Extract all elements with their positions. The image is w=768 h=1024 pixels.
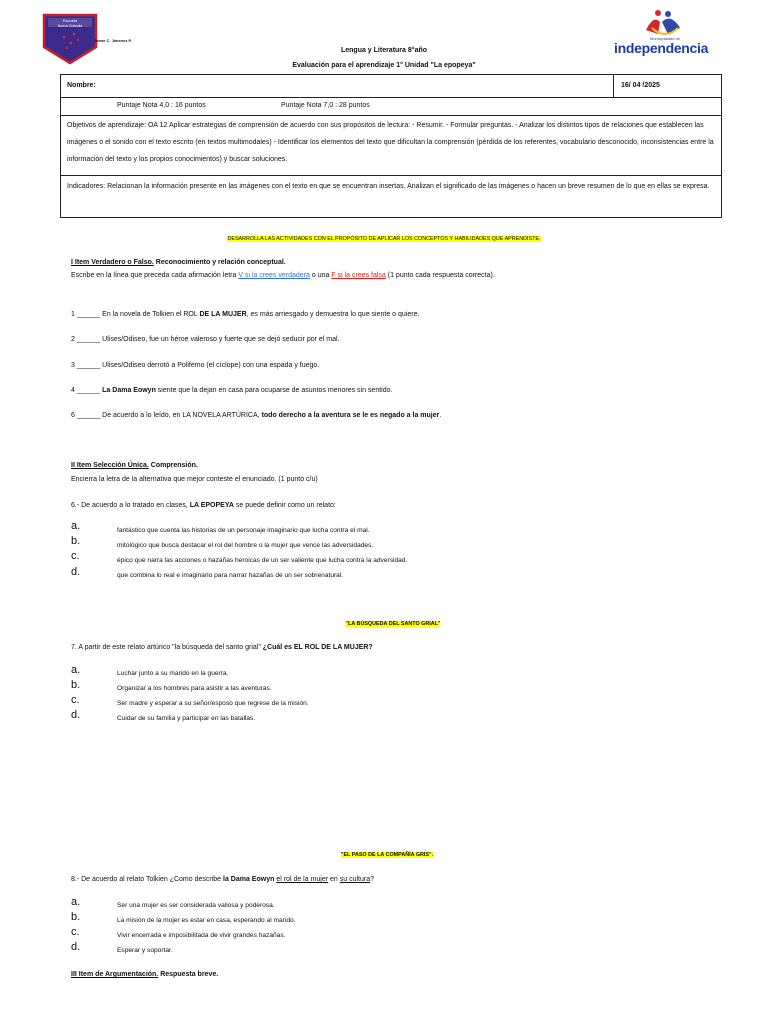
score-row <box>60 97 722 116</box>
q7-option-d-letter[interactable]: d. <box>71 709 81 721</box>
q7-option-a-letter[interactable]: a. <box>71 664 81 676</box>
indicators-text: Indicadores: Relacionan la información presente en las imágenes con el texto en que se encuentran insertas. Analizan el significado de las imágenes o hacen un breve resumen de lo que en ellas se expresa. <box>67 183 710 190</box>
tf-item-3[interactable]: 3 ______ Ulises/Odiseo derrotó a Polifemo (el cíclope) con una espada y fuego. <box>71 362 320 369</box>
q8-option-b-letter[interactable]: b. <box>71 911 81 923</box>
tf-item-1[interactable]: 1 ______ En la novela de Tolkien el ROL DE LA MUJER, es más arriesgado y demuestra lo que siente o quiere. <box>71 311 420 318</box>
grail-title: "LA BÚSQUEDA DEL SANTO GRIAL" <box>345 621 441 627</box>
section1-title: I Item Verdadero o Falso. Reconocimiento y relación conceptual. <box>71 259 286 266</box>
company-title: "EL PASO DE LA COMPAÑÍA GRIS". <box>340 852 434 858</box>
tf-item-4[interactable]: 4 ______ La Dama Eowyn siente que la dejan en casa para ocuparse de asuntos menores sin sentido. <box>71 387 393 394</box>
q7-option-a: Luchar junto a su marido en la guerra. <box>117 670 229 677</box>
q6-option-d: que combina lo real e imaginario para narrar hazañas de un ser sobrenatural. <box>117 572 344 579</box>
q8-option-c-letter[interactable]: c. <box>71 926 80 938</box>
q6-option-a: fantástico que cuenta las historias de un personaje imaginario que lucha contra el mal. <box>117 527 370 534</box>
section2-title: II Item Selección Única. Comprensión. <box>71 462 198 469</box>
q6-option-c-letter[interactable]: c. <box>71 550 80 562</box>
evaluation-title: Evaluación para el aprendizaje 1° Unidad "La epopeya" <box>292 62 476 69</box>
objectives-text: Objetivos de aprendizaje: OA 12 Aplicar estrategias de comprensión de acuerdo con sus propósitos de lectura: - Resumir. - Formular preguntas. - Analizar los distintos tipos de relaciones que establecen las imágenes o el sonido con el texto escrito (en textos multimodales) - Identificar los elementos del texto que dificultan la comprensión (pérdida de los referentes, vocabulario desconocido, inconsistencias entre la información del texto y los propios conocimientos) y buscar soluciones. <box>67 122 714 163</box>
objectives-row <box>60 115 722 176</box>
school-shield-logo <box>42 13 98 65</box>
question-7: 7. A partir de este relato artúrico "la búsqueda del santo grial" ¿Cuál es EL ROL DE LA MUJER? <box>71 644 373 651</box>
subject-title: Lengua y Literatura 8°año <box>340 47 428 54</box>
name-row <box>60 74 722 98</box>
q7-option-b-letter[interactable]: b. <box>71 679 81 691</box>
indicators-row <box>60 175 722 218</box>
q6-option-a-letter[interactable]: a. <box>71 520 81 532</box>
tf-item-2[interactable]: 2 ______ Ulises/Odiseo, fue un héroe valeroso y fuerte que se dejó seducir por el mal. <box>71 336 340 343</box>
section2-instructions: Encierra la letra de la alternativa que mejor conteste el enunciado. (1 punto c/u) <box>71 476 318 483</box>
section1-instructions: Escribe en la línea que preceda cada afirmación letra V si la crees verdadera o una F si la crees falsa (1 punto cada respuesta correcta). <box>71 272 495 279</box>
people-icon <box>612 8 714 38</box>
q7-option-c-letter[interactable]: c. <box>71 694 80 706</box>
q8-option-a: Ser una mujer es ser considerada valiosa y poderosa. <box>117 902 275 909</box>
q7-option-c: Ser madre y esperar a su señor/esposo que regrese de la misión. <box>117 700 309 707</box>
q7-option-d: Cuidar de su familia y participar en las batallas. <box>117 715 256 722</box>
q8-option-c: Vivir encerrada e imposibilitada de vivir grandes hazañas. <box>117 932 286 939</box>
name-label: Nombre: <box>67 82 96 89</box>
q6-option-c: épico que narra las acciones o hazañas heroicas de un ser valiente que lucha contra la adversidad. <box>117 557 408 564</box>
q8-option-b: La misión de la mujer es estar en casa, esperando al marido. <box>117 917 296 924</box>
logo-subtitle: Municipalidad de <box>650 36 681 41</box>
q6-option-d-letter[interactable]: d. <box>71 566 81 578</box>
question-8: 8.- De acuerdo al relato Tolkien ¿Como describe la Dama Eowyn el rol de la mujer en su cultura? <box>71 876 375 883</box>
section3-title: III Item de Argumentación. Respuesta breve. <box>71 971 219 978</box>
svg-text:Escuela: Escuela <box>62 18 78 23</box>
q7-option-b: Organizar a los hombres para asistir a las aventuras. <box>117 685 272 692</box>
svg-text:Nueva Zelandia: Nueva Zelandia <box>57 24 83 28</box>
score-4: Puntaje Nota 4,0 : 16 puntos <box>117 102 206 109</box>
tf-item-6[interactable]: 6 ______ De acuerdo a lo leído, en LA NOVELA ARTÚRICA, todo derecho a la aventura se le es negado a la mujer. <box>71 412 442 419</box>
logo-title: independencia <box>614 40 709 56</box>
q8-option-a-letter[interactable]: a. <box>71 896 81 908</box>
q6-option-b: mitológico que busca destacar el rol del hombre o la mujer que vence las adversidades. <box>117 542 374 549</box>
question-6: 6.- De acuerdo a lo tratado en clases, LA EPOPEYA se puede definir como un relato: <box>71 502 336 509</box>
q6-option-b-letter[interactable]: b. <box>71 535 81 547</box>
score-7: Puntaje Nota 7,0 : 28 puntos <box>281 102 370 109</box>
instructions: DESARROLLA LAS ACTIVIDADES CON EL PROPÓSITO DE APLICAR LOS CONCEPTOS Y HABILIDADES QUE APRENDISTE. <box>227 236 541 242</box>
q8-option-d-letter[interactable]: d. <box>71 941 81 953</box>
q8-option-d: Esperar y soportar. <box>117 947 173 954</box>
school-motto: Jaime C. Jimenez P. <box>94 38 132 43</box>
date-field[interactable]: 16/ 04 /2025 <box>621 82 660 89</box>
